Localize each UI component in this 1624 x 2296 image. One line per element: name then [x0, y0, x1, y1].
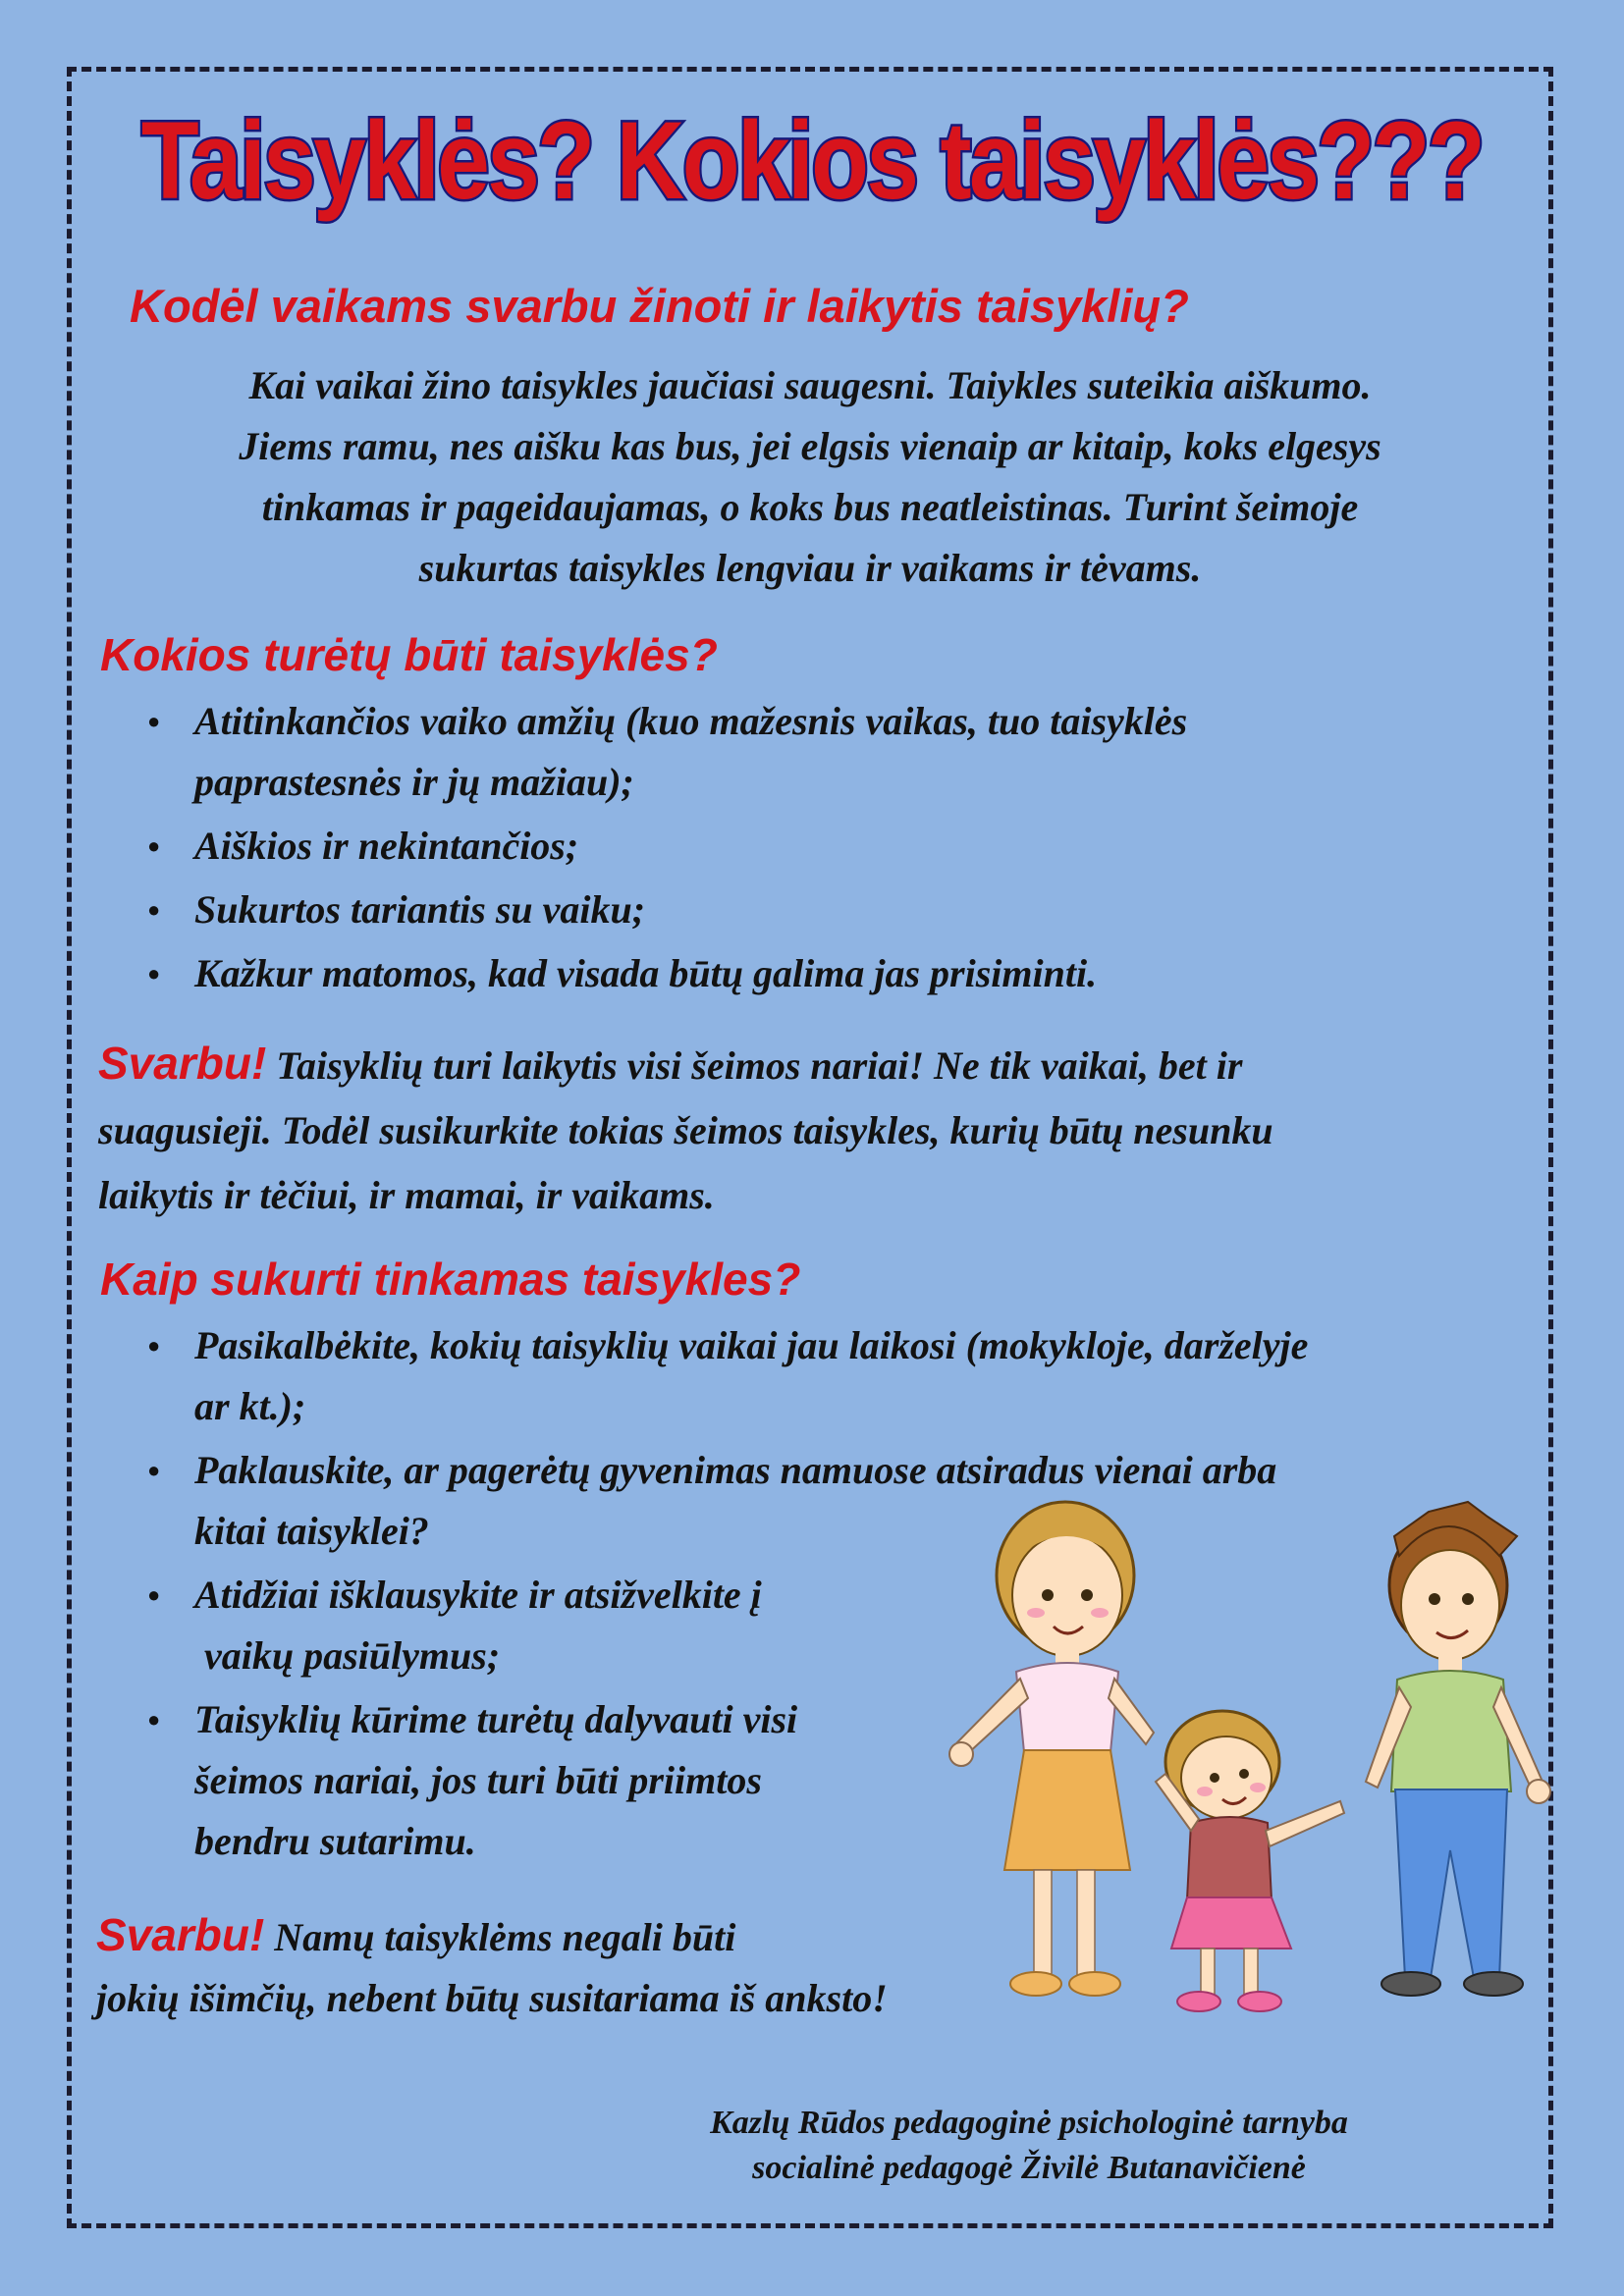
list-item [194, 816, 1530, 877]
section1-heading: Kodėl vaikams svarbu žinoti ir laikytis taisyklių? [130, 280, 1189, 332]
important1-text: Taisyklių turi laikytis visi šeimos nariai! Ne tik vaikai, bet ir [276, 1043, 1243, 1088]
list-item [194, 943, 1530, 1004]
section2-heading: Kokios turėtų būti taisyklės? [100, 629, 718, 680]
family-illustration [938, 1497, 1566, 2047]
list-item-line: ● Atitinkančios vaiko amžių (kuo mažesnis vaikas, tuo taisyklės [194, 699, 1188, 743]
important2-text: jokių išimčių, nebent būtų susitariama iš anksto! [96, 1976, 888, 2020]
section3-heading: Kaip sukurti tinkamas taisykles? [100, 1254, 801, 1305]
list-item-line: šeimos nariai, jos turi būti priimtos [194, 1758, 762, 1802]
section1-line: Kai vaikai žino taisykles jaučiasi saugesni. Taiykles suteikia aiškumo. [248, 363, 1372, 407]
list-item [194, 1315, 1549, 1437]
list-item-line: ● Pasikalbėkite, kokių taisyklių vaikai jau laikosi (mokykloje, darželyje [194, 1323, 1309, 1367]
important2-text: Namų taisyklėms negali būti [274, 1915, 736, 1959]
footer-credit [636, 2101, 1422, 2191]
section1-line: sukurtas taisykles lengviau ir vaikams ir tėvams. [418, 546, 1202, 590]
boy-figure [1366, 1502, 1550, 1996]
list-item-line: bendru sutarimu. [194, 1819, 476, 1863]
important1-text: laikytis ir tėčiui, ir mamai, ir vaikams. [98, 1173, 715, 1217]
important1-line [98, 1031, 1532, 1098]
section2-list [194, 691, 1530, 1007]
list-item-line: kitai taisyklei? [194, 1509, 429, 1553]
section1-text [98, 355, 1522, 599]
list-item-line: paprastesnės ir jų mažiau); [194, 760, 634, 804]
girl-figure [1156, 1711, 1344, 2011]
list-item [194, 691, 1530, 813]
section1-line: Jiems ramu, nes aišku kas bus, jei elgsis vienaip ar kitaip, koks elgesys [239, 424, 1381, 468]
important-label: Svarbu! [96, 1909, 265, 1960]
list-item [194, 880, 1530, 940]
important-label: Svarbu! [98, 1038, 267, 1089]
page-title: Taisyklės? Kokios taisyklės??? [140, 99, 1484, 222]
list-item-line: ● Atidžiai išklausykite ir atsižvelkite į [194, 1573, 762, 1617]
list-item-line: ar kt.); [194, 1384, 306, 1428]
list-item-line: ● Kažkur matomos, kad visada būtų galima jas prisiminti. [194, 951, 1098, 995]
list-item-line: ● Paklauskite, ar pagerėtų gyvenimas namuose atsiradus vienai arba [194, 1448, 1277, 1492]
list-item-line: ● Aiškios ir nekintančios; [194, 824, 579, 868]
important1-block [98, 1031, 1532, 1228]
list-item-line: ● Taisyklių kūrime turėtų dalyvauti visi [194, 1697, 798, 1741]
section1-line: tinkamas ir pageidaujamas, o koks bus neatleistinas. Turint šeimoje [261, 485, 1359, 529]
footer-line: socialinė pedagogė Živilė Butanavičienė [752, 2150, 1306, 2186]
footer-line: Kazlų Rūdos pedagoginė psichologinė tarnyba [710, 2105, 1348, 2141]
important1-text: suagusieji. Todėl susikurkite tokias šeimos taisykles, kurių būtų nesunku [98, 1108, 1273, 1152]
list-item-line: vaikų pasiūlymus; [194, 1633, 501, 1678]
list-item-line: ● Sukurtos tariantis su vaiku; [194, 887, 646, 932]
mother-figure [949, 1502, 1154, 1996]
